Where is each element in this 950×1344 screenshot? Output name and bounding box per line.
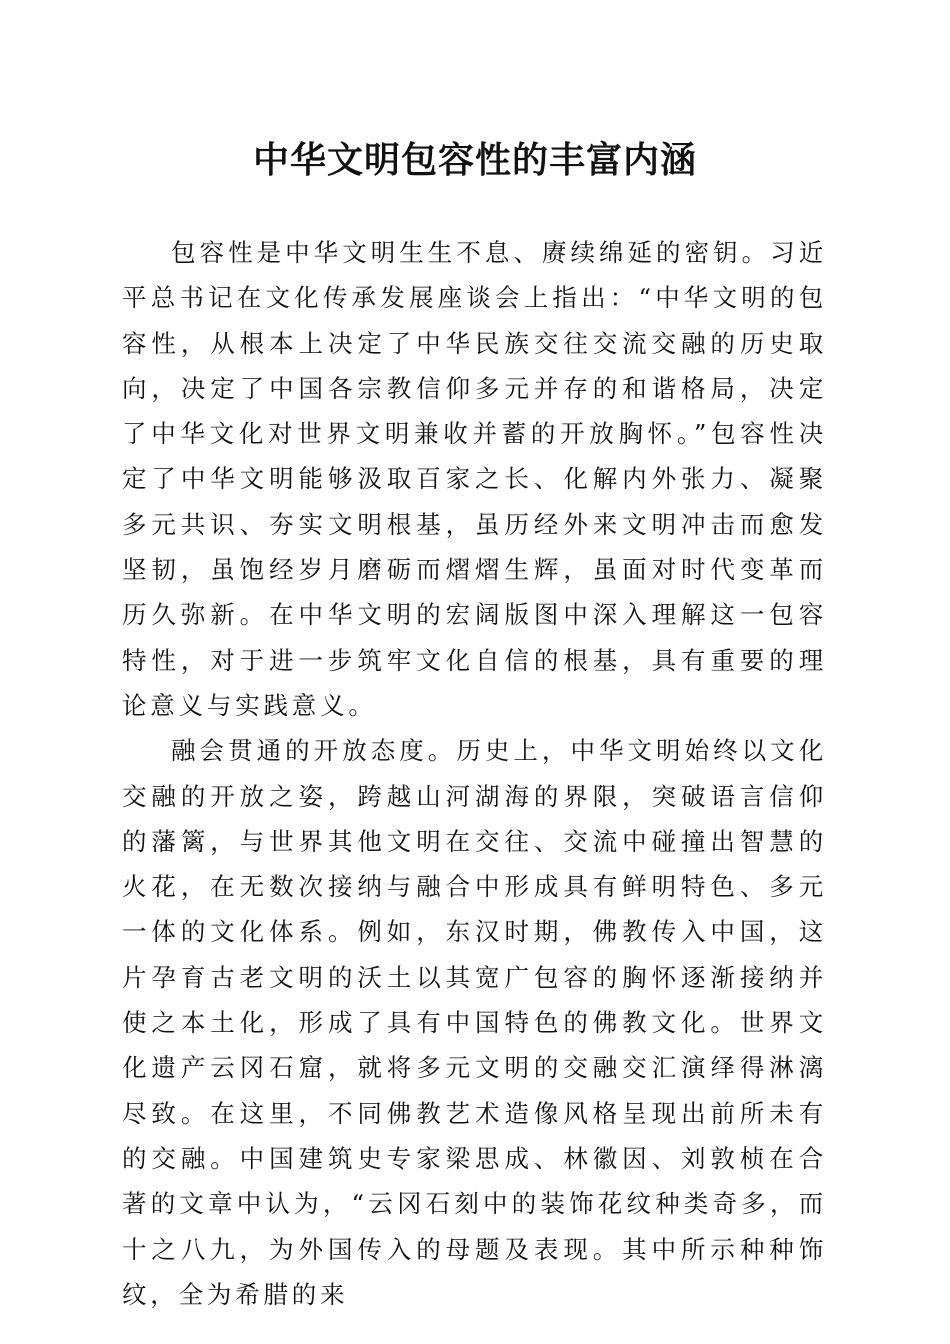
document-body	[122, 230, 827, 1317]
paragraph: 包容性是中华文明生生不息、赓续绵延的密钥。习近平总书记在文化传承发展座谈会上指出：“中华文明的包容性，从根本上决定了中华民族交往交流交融的历史取向，决定了中国各宗教信仰多元并存的和谐格局，决定了中华文化对世界文明兼收并蓄的开放胸怀。”包容性决定了中华文明能够汲取百家之长、化解内外张力、凝聚多元共识、夯实文明根基，虽历经外来文明冲击而愈发坚韧，虽饱经岁月磨砺而熠熠生辉，虽面对时代变革而历久弥新。在中华文明的宏阔版图中深入理解这一包容特性，对于进一步筑牢文化自信的根基，具有重要的理论意义与实践意义。	[122, 238, 827, 720]
paragraph: 融会贯通的开放态度。历史上，中华文明始终以文化交融的开放之姿，跨越山河湖海的界限，突破语言信仰的藩篱，与世界其他文明在交往、交流中碰撞出智慧的火花，在无数次接纳与融合中形成具有鲜明特色、多元一体的文化体系。例如，东汉时期，佛教传入中国，这片孕育古老文明的沃土以其宽广包容的胸怀逐渐接纳并使之本土化，形成了具有中国特色的佛教文化。世界文化遗产云冈石窟，就将多元文明的交融交汇演绎得淋漓尽致。在这里，不同佛教艺术造像风格呈现出前所未有的交融。中国建筑史专家梁思成、林徽因、刘敦桢在合著的文章中认为，“云冈石刻中的装饰花纹种类奇多，而十之八九，为外国传入的母题及表现。其中所示种种饰纹，全为希腊的来	[122, 736, 827, 1309]
document-title: 中华文明包容性的丰富内涵	[252, 139, 697, 181]
